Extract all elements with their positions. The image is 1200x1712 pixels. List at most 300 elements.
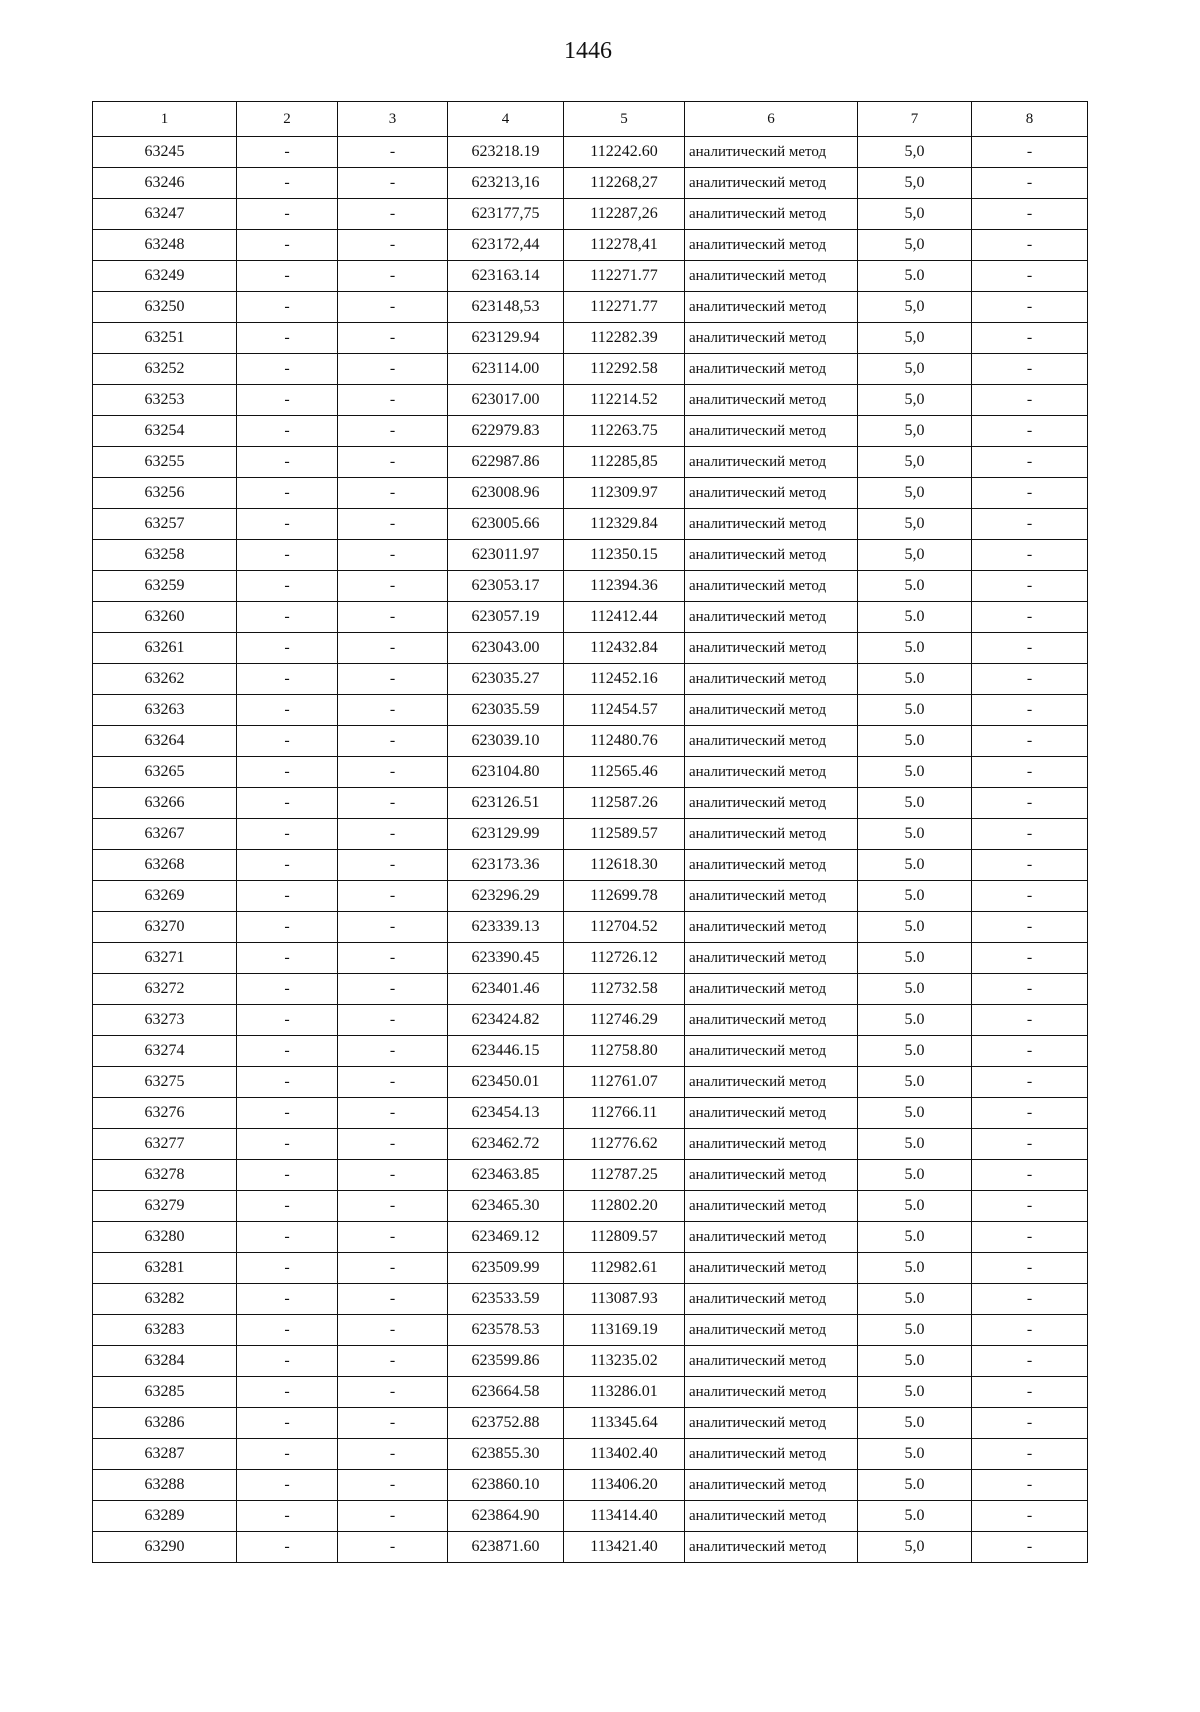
point-number: 63285 <box>93 1377 237 1408</box>
point-number: 63246 <box>93 168 237 199</box>
header-row <box>93 102 1088 137</box>
col-2-value: - <box>237 137 338 168</box>
col-8-value: - <box>972 540 1088 571</box>
method: аналитический метод <box>685 1346 858 1377</box>
coord-x: 623126.51 <box>448 788 564 819</box>
point-number: 63253 <box>93 385 237 416</box>
accuracy: 5.0 <box>858 1160 972 1191</box>
coord-x: 623035.59 <box>448 695 564 726</box>
table-row <box>93 199 1088 230</box>
method: аналитический метод <box>685 1532 858 1563</box>
table-row <box>93 912 1088 943</box>
col-8-value: - <box>972 1067 1088 1098</box>
method: аналитический метод <box>685 478 858 509</box>
table-row <box>93 447 1088 478</box>
coord-y: 112394.36 <box>564 571 685 602</box>
point-number: 63264 <box>93 726 237 757</box>
accuracy: 5.0 <box>858 1191 972 1222</box>
accuracy: 5.0 <box>858 1284 972 1315</box>
coord-x: 622987.86 <box>448 447 564 478</box>
point-number: 63254 <box>93 416 237 447</box>
accuracy: 5.0 <box>858 1439 972 1470</box>
coord-y: 113286.01 <box>564 1377 685 1408</box>
method: аналитический метод <box>685 230 858 261</box>
method: аналитический метод <box>685 726 858 757</box>
col-8-value: - <box>972 292 1088 323</box>
col-8-value: - <box>972 1284 1088 1315</box>
method: аналитический метод <box>685 1005 858 1036</box>
accuracy: 5.0 <box>858 943 972 974</box>
table-row <box>93 1129 1088 1160</box>
coord-x: 623390.45 <box>448 943 564 974</box>
col-8-value: - <box>972 943 1088 974</box>
coord-y: 112982.61 <box>564 1253 685 1284</box>
method: аналитический метод <box>685 1315 858 1346</box>
coord-x: 623752.88 <box>448 1408 564 1439</box>
point-number: 63277 <box>93 1129 237 1160</box>
point-number: 63257 <box>93 509 237 540</box>
coord-y: 112618.30 <box>564 850 685 881</box>
col-3-value: - <box>338 602 448 633</box>
col-3-value: - <box>338 1005 448 1036</box>
accuracy: 5,0 <box>858 292 972 323</box>
coord-y: 112292.58 <box>564 354 685 385</box>
col-3-value: - <box>338 478 448 509</box>
col-3-value: - <box>338 788 448 819</box>
col-3-value: - <box>338 695 448 726</box>
point-number: 63273 <box>93 1005 237 1036</box>
col-2-value: - <box>237 943 338 974</box>
accuracy: 5,0 <box>858 478 972 509</box>
table-body <box>93 137 1088 1563</box>
col-8-value: - <box>972 1501 1088 1532</box>
coord-y: 112271.77 <box>564 261 685 292</box>
accuracy: 5.0 <box>858 602 972 633</box>
col-3-value: - <box>338 1470 448 1501</box>
coord-x: 623446.15 <box>448 1036 564 1067</box>
col-8-value: - <box>972 726 1088 757</box>
col-3-value: - <box>338 1160 448 1191</box>
coord-x: 623104.80 <box>448 757 564 788</box>
coord-y: 112787.25 <box>564 1160 685 1191</box>
col-2-value: - <box>237 974 338 1005</box>
column-header: 1 <box>93 102 237 137</box>
coord-x: 623017.00 <box>448 385 564 416</box>
col-3-value: - <box>338 199 448 230</box>
col-3-value: - <box>338 664 448 695</box>
coord-x: 623173.36 <box>448 850 564 881</box>
coord-y: 113345.64 <box>564 1408 685 1439</box>
coord-x: 623454.13 <box>448 1098 564 1129</box>
point-number: 63286 <box>93 1408 237 1439</box>
col-8-value: - <box>972 974 1088 1005</box>
col-2-value: - <box>237 1284 338 1315</box>
col-2-value: - <box>237 1501 338 1532</box>
col-8-value: - <box>972 1191 1088 1222</box>
column-header: 4 <box>448 102 564 137</box>
col-8-value: - <box>972 1160 1088 1191</box>
method: аналитический метод <box>685 1284 858 1315</box>
accuracy: 5.0 <box>858 1067 972 1098</box>
col-2-value: - <box>237 695 338 726</box>
table-row <box>93 1036 1088 1067</box>
col-3-value: - <box>338 1501 448 1532</box>
point-number: 63251 <box>93 323 237 354</box>
coord-y: 112285,85 <box>564 447 685 478</box>
accuracy: 5,0 <box>858 230 972 261</box>
coord-y: 113421.40 <box>564 1532 685 1563</box>
accuracy: 5,0 <box>858 137 972 168</box>
col-3-value: - <box>338 540 448 571</box>
col-3-value: - <box>338 912 448 943</box>
method: аналитический метод <box>685 168 858 199</box>
coord-y: 112309.97 <box>564 478 685 509</box>
col-2-value: - <box>237 602 338 633</box>
point-number: 63281 <box>93 1253 237 1284</box>
coord-x: 623057.19 <box>448 602 564 633</box>
col-8-value: - <box>972 1315 1088 1346</box>
table-row <box>93 509 1088 540</box>
col-8-value: - <box>972 633 1088 664</box>
col-2-value: - <box>237 788 338 819</box>
accuracy: 5.0 <box>858 1501 972 1532</box>
col-3-value: - <box>338 1346 448 1377</box>
coord-y: 112263.75 <box>564 416 685 447</box>
col-3-value: - <box>338 757 448 788</box>
coord-x: 623424.82 <box>448 1005 564 1036</box>
coord-x: 623450.01 <box>448 1067 564 1098</box>
column-header: 7 <box>858 102 972 137</box>
col-3-value: - <box>338 1253 448 1284</box>
point-number: 63283 <box>93 1315 237 1346</box>
col-8-value: - <box>972 1346 1088 1377</box>
col-3-value: - <box>338 881 448 912</box>
table-row <box>93 695 1088 726</box>
accuracy: 5,0 <box>858 447 972 478</box>
point-number: 63270 <box>93 912 237 943</box>
col-3-value: - <box>338 1129 448 1160</box>
point-number: 63267 <box>93 819 237 850</box>
col-2-value: - <box>237 1191 338 1222</box>
coord-y: 112587.26 <box>564 788 685 819</box>
table-row <box>93 354 1088 385</box>
column-header: 3 <box>338 102 448 137</box>
accuracy: 5.0 <box>858 757 972 788</box>
col-3-value: - <box>338 230 448 261</box>
col-8-value: - <box>972 478 1088 509</box>
col-3-value: - <box>338 1377 448 1408</box>
coord-x: 623533.59 <box>448 1284 564 1315</box>
col-8-value: - <box>972 1222 1088 1253</box>
col-8-value: - <box>972 912 1088 943</box>
point-number: 63289 <box>93 1501 237 1532</box>
method: аналитический метод <box>685 199 858 230</box>
table-row <box>93 137 1088 168</box>
col-8-value: - <box>972 819 1088 850</box>
method: аналитический метод <box>685 1501 858 1532</box>
col-2-value: - <box>237 323 338 354</box>
table-row <box>93 1439 1088 1470</box>
col-8-value: - <box>972 602 1088 633</box>
coord-y: 112282.39 <box>564 323 685 354</box>
col-2-value: - <box>237 1346 338 1377</box>
method: аналитический метод <box>685 1439 858 1470</box>
col-8-value: - <box>972 168 1088 199</box>
table-row <box>93 974 1088 1005</box>
col-2-value: - <box>237 757 338 788</box>
col-2-value: - <box>237 1160 338 1191</box>
col-3-value: - <box>338 385 448 416</box>
accuracy: 5.0 <box>858 633 972 664</box>
column-header: 8 <box>972 102 1088 137</box>
coord-y: 112766.11 <box>564 1098 685 1129</box>
coord-y: 112758.80 <box>564 1036 685 1067</box>
col-8-value: - <box>972 261 1088 292</box>
col-8-value: - <box>972 354 1088 385</box>
method: аналитический метод <box>685 447 858 478</box>
table-row <box>93 571 1088 602</box>
col-2-value: - <box>237 1222 338 1253</box>
table-row <box>93 230 1088 261</box>
table-row <box>93 168 1088 199</box>
col-3-value: - <box>338 1067 448 1098</box>
coord-y: 112726.12 <box>564 943 685 974</box>
col-3-value: - <box>338 354 448 385</box>
point-number: 63269 <box>93 881 237 912</box>
method: аналитический метод <box>685 1408 858 1439</box>
table-row <box>93 757 1088 788</box>
col-3-value: - <box>338 819 448 850</box>
table-row <box>93 881 1088 912</box>
col-2-value: - <box>237 478 338 509</box>
col-8-value: - <box>972 881 1088 912</box>
coord-x: 623296.29 <box>448 881 564 912</box>
method: аналитический метод <box>685 850 858 881</box>
method: аналитический метод <box>685 540 858 571</box>
coord-x: 623114.00 <box>448 354 564 385</box>
accuracy: 5,0 <box>858 416 972 447</box>
col-2-value: - <box>237 1470 338 1501</box>
col-3-value: - <box>338 137 448 168</box>
accuracy: 5.0 <box>858 788 972 819</box>
coord-y: 112412.44 <box>564 602 685 633</box>
col-2-value: - <box>237 1439 338 1470</box>
table-row <box>93 788 1088 819</box>
col-2-value: - <box>237 571 338 602</box>
point-number: 63259 <box>93 571 237 602</box>
table-row <box>93 1005 1088 1036</box>
page-number: 1446 <box>564 38 612 64</box>
point-number: 63290 <box>93 1532 237 1563</box>
coord-x: 623469.12 <box>448 1222 564 1253</box>
col-2-value: - <box>237 881 338 912</box>
col-8-value: - <box>972 1470 1088 1501</box>
col-2-value: - <box>237 1067 338 1098</box>
method: аналитический метод <box>685 664 858 695</box>
accuracy: 5,0 <box>858 385 972 416</box>
method: аналитический метод <box>685 137 858 168</box>
coord-x: 623129.99 <box>448 819 564 850</box>
coord-x: 623463.85 <box>448 1160 564 1191</box>
col-8-value: - <box>972 850 1088 881</box>
method: аналитический метод <box>685 1160 858 1191</box>
accuracy: 5.0 <box>858 1222 972 1253</box>
point-number: 63284 <box>93 1346 237 1377</box>
col-2-value: - <box>237 1315 338 1346</box>
col-8-value: - <box>972 199 1088 230</box>
col-3-value: - <box>338 1098 448 1129</box>
point-number: 63252 <box>93 354 237 385</box>
accuracy: 5.0 <box>858 1098 972 1129</box>
coord-y: 112704.52 <box>564 912 685 943</box>
col-8-value: - <box>972 1129 1088 1160</box>
point-number: 63274 <box>93 1036 237 1067</box>
col-3-value: - <box>338 571 448 602</box>
col-8-value: - <box>972 1532 1088 1563</box>
col-2-value: - <box>237 509 338 540</box>
accuracy: 5,0 <box>858 168 972 199</box>
accuracy: 5.0 <box>858 695 972 726</box>
point-number: 63261 <box>93 633 237 664</box>
table-row <box>93 540 1088 571</box>
coord-x: 623871.60 <box>448 1532 564 1563</box>
point-number: 63250 <box>93 292 237 323</box>
col-8-value: - <box>972 447 1088 478</box>
coord-y: 112287,26 <box>564 199 685 230</box>
col-3-value: - <box>338 1036 448 1067</box>
col-2-value: - <box>237 230 338 261</box>
point-number: 63276 <box>93 1098 237 1129</box>
col-3-value: - <box>338 1408 448 1439</box>
accuracy: 5,0 <box>858 1532 972 1563</box>
col-8-value: - <box>972 509 1088 540</box>
method: аналитический метод <box>685 881 858 912</box>
table-row <box>93 1253 1088 1284</box>
point-number: 63288 <box>93 1470 237 1501</box>
col-2-value: - <box>237 633 338 664</box>
table-row <box>93 416 1088 447</box>
accuracy: 5,0 <box>858 509 972 540</box>
method: аналитический метод <box>685 974 858 1005</box>
point-number: 63282 <box>93 1284 237 1315</box>
col-3-value: - <box>338 292 448 323</box>
coord-x: 623035.27 <box>448 664 564 695</box>
accuracy: 5.0 <box>858 261 972 292</box>
col-2-value: - <box>237 261 338 292</box>
col-3-value: - <box>338 633 448 664</box>
coord-x: 623172,44 <box>448 230 564 261</box>
table-row <box>93 1067 1088 1098</box>
accuracy: 5.0 <box>858 726 972 757</box>
coord-y: 112350.15 <box>564 540 685 571</box>
table-row <box>93 633 1088 664</box>
coord-x: 623039.10 <box>448 726 564 757</box>
col-2-value: - <box>237 850 338 881</box>
point-number: 63255 <box>93 447 237 478</box>
col-8-value: - <box>972 323 1088 354</box>
coord-x: 623578.53 <box>448 1315 564 1346</box>
col-8-value: - <box>972 664 1088 695</box>
coord-y: 113402.40 <box>564 1439 685 1470</box>
table-row <box>93 1222 1088 1253</box>
accuracy: 5.0 <box>858 1346 972 1377</box>
column-header: 2 <box>237 102 338 137</box>
coord-x: 623864.90 <box>448 1501 564 1532</box>
col-3-value: - <box>338 974 448 1005</box>
coord-y: 112480.76 <box>564 726 685 757</box>
accuracy: 5.0 <box>858 1377 972 1408</box>
column-header: 6 <box>685 102 858 137</box>
table-row <box>93 1408 1088 1439</box>
coord-x: 623599.86 <box>448 1346 564 1377</box>
point-number: 63280 <box>93 1222 237 1253</box>
point-number: 63279 <box>93 1191 237 1222</box>
col-3-value: - <box>338 1439 448 1470</box>
coord-y: 113406.20 <box>564 1470 685 1501</box>
coordinates-table <box>92 101 1088 1563</box>
coord-x: 623053.17 <box>448 571 564 602</box>
coord-x: 623401.46 <box>448 974 564 1005</box>
col-8-value: - <box>972 1377 1088 1408</box>
coord-y: 112242.60 <box>564 137 685 168</box>
accuracy: 5.0 <box>858 571 972 602</box>
accuracy: 5,0 <box>858 540 972 571</box>
col-3-value: - <box>338 1315 448 1346</box>
col-3-value: - <box>338 416 448 447</box>
point-number: 63278 <box>93 1160 237 1191</box>
point-number: 63287 <box>93 1439 237 1470</box>
coord-y: 112329.84 <box>564 509 685 540</box>
coord-x: 623462.72 <box>448 1129 564 1160</box>
col-2-value: - <box>237 385 338 416</box>
accuracy: 5.0 <box>858 1470 972 1501</box>
column-header: 5 <box>564 102 685 137</box>
col-3-value: - <box>338 1532 448 1563</box>
col-3-value: - <box>338 1222 448 1253</box>
point-number: 63256 <box>93 478 237 509</box>
coord-x: 623129.94 <box>448 323 564 354</box>
table-row <box>93 478 1088 509</box>
col-2-value: - <box>237 1377 338 1408</box>
coord-x: 623177,75 <box>448 199 564 230</box>
point-number: 63266 <box>93 788 237 819</box>
method: аналитический метод <box>685 385 858 416</box>
accuracy: 5.0 <box>858 1005 972 1036</box>
accuracy: 5.0 <box>858 850 972 881</box>
method: аналитический метод <box>685 943 858 974</box>
accuracy: 5.0 <box>858 1315 972 1346</box>
col-8-value: - <box>972 230 1088 261</box>
coord-x: 623339.13 <box>448 912 564 943</box>
coord-y: 112452.16 <box>564 664 685 695</box>
col-2-value: - <box>237 1129 338 1160</box>
table-row <box>93 602 1088 633</box>
method: аналитический метод <box>685 602 858 633</box>
table-row <box>93 1315 1088 1346</box>
coord-x: 623213,16 <box>448 168 564 199</box>
coord-x: 623509.99 <box>448 1253 564 1284</box>
col-8-value: - <box>972 1439 1088 1470</box>
col-3-value: - <box>338 726 448 757</box>
col-3-value: - <box>338 261 448 292</box>
col-8-value: - <box>972 1098 1088 1129</box>
coord-x: 623218.19 <box>448 137 564 168</box>
method: аналитический метод <box>685 1036 858 1067</box>
col-2-value: - <box>237 416 338 447</box>
method: аналитический метод <box>685 1129 858 1160</box>
method: аналитический метод <box>685 354 858 385</box>
col-2-value: - <box>237 1005 338 1036</box>
